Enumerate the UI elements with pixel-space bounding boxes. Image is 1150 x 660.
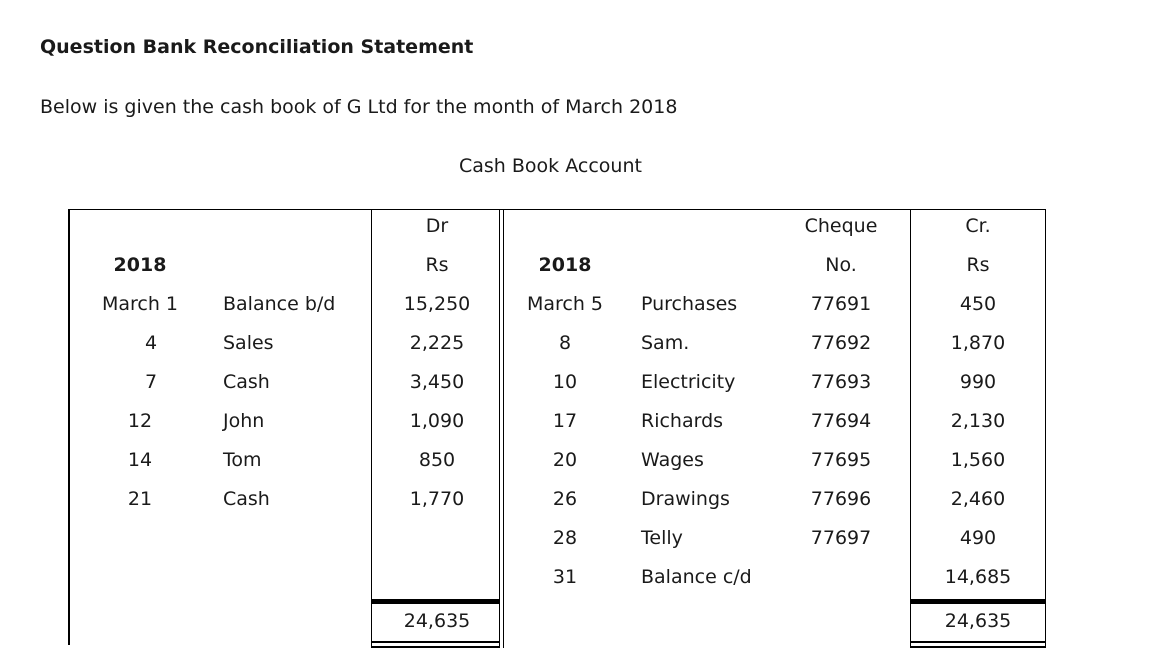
cr-total: 24,635 (944, 610, 1012, 632)
cr-date: 26 (552, 488, 578, 510)
dr-amount-right-rule (499, 209, 500, 648)
dr-total-bottom-rule-2 (371, 646, 500, 648)
dr-particulars: Tom (223, 449, 262, 471)
cr-unit-header: Rs (966, 254, 990, 276)
cr-cheque-no: 77693 (810, 371, 872, 393)
cr-year-header: 2018 (538, 254, 592, 276)
cr-cheque-no: 77697 (810, 527, 872, 549)
cr-date: 8 (558, 332, 572, 354)
top-rule (68, 209, 1046, 210)
cr-date: March 5 (526, 293, 604, 315)
cr-particulars: Electricity (641, 371, 736, 393)
dr-total-top-rule (371, 599, 500, 604)
cr-date: 31 (552, 566, 578, 588)
dr-amount: 850 (418, 449, 456, 471)
cr-amount: 2,460 (950, 488, 1006, 510)
cr-date: 17 (552, 410, 578, 432)
cheque-header-line-2: No. (825, 254, 857, 276)
dr-amount: 3,450 (409, 371, 465, 393)
dr-particulars: Cash (223, 488, 270, 510)
cr-amount: 14,685 (944, 566, 1012, 588)
table-caption: Cash Book Account (459, 155, 642, 177)
cr-particulars: Richards (641, 410, 724, 432)
cr-particulars: Purchases (641, 293, 738, 315)
intro-text: Below is given the cash book of G Ltd for the month of March 2018 (40, 96, 678, 118)
cr-amount-left-rule (910, 209, 911, 648)
dr-year-header: 2018 (113, 254, 167, 276)
dr-header: Dr (425, 215, 449, 237)
dr-unit-header: Rs (425, 254, 449, 276)
cr-amount: 990 (959, 371, 997, 393)
cr-cheque-no: 77695 (810, 449, 872, 471)
cr-total-bottom-rule (910, 641, 1046, 643)
cr-cheque-no: 77694 (810, 410, 872, 432)
dr-date: 7 (144, 371, 158, 393)
dr-amount: 1,090 (409, 410, 465, 432)
dr-amount-left-rule (371, 209, 372, 648)
dr-total: 24,635 (403, 610, 471, 632)
cheque-header-line-1: Cheque (804, 215, 878, 237)
cr-total-bottom-rule-2 (910, 646, 1046, 648)
dr-date: 12 (127, 410, 153, 432)
cr-amount: 2,130 (950, 410, 1006, 432)
dr-date: March 1 (101, 293, 179, 315)
cr-particulars: Telly (641, 527, 683, 549)
cr-amount: 1,870 (950, 332, 1006, 354)
dr-amount: 15,250 (403, 293, 471, 315)
cr-total-top-rule (910, 599, 1046, 604)
page-heading: Question Bank Reconciliation Statement (40, 36, 474, 58)
cr-date: 28 (552, 527, 578, 549)
dr-amount: 2,225 (409, 332, 465, 354)
center-rule (503, 209, 504, 648)
left-border (68, 209, 70, 645)
dr-date: 21 (127, 488, 153, 510)
cr-date: 10 (552, 371, 578, 393)
cr-header: Cr. (965, 215, 991, 237)
dr-particulars: Sales (223, 332, 274, 354)
cr-amount: 490 (959, 527, 997, 549)
cr-particulars: Drawings (641, 488, 730, 510)
cr-amount: 450 (959, 293, 997, 315)
dr-particulars: Balance b/d (223, 293, 336, 315)
cr-particulars: Sam. (641, 332, 690, 354)
dr-date: 4 (144, 332, 158, 354)
cr-particulars: Wages (641, 449, 704, 471)
dr-total-bottom-rule (371, 641, 500, 643)
cr-amount: 1,560 (950, 449, 1006, 471)
dr-amount: 1,770 (409, 488, 465, 510)
dr-particulars: Cash (223, 371, 270, 393)
cr-date: 20 (552, 449, 578, 471)
right-border (1045, 209, 1046, 648)
cr-particulars: Balance c/d (641, 566, 752, 588)
cr-cheque-no: 77691 (810, 293, 872, 315)
dr-date: 14 (127, 449, 153, 471)
cr-cheque-no: 77696 (810, 488, 872, 510)
cr-cheque-no: 77692 (810, 332, 872, 354)
dr-particulars: John (223, 410, 265, 432)
